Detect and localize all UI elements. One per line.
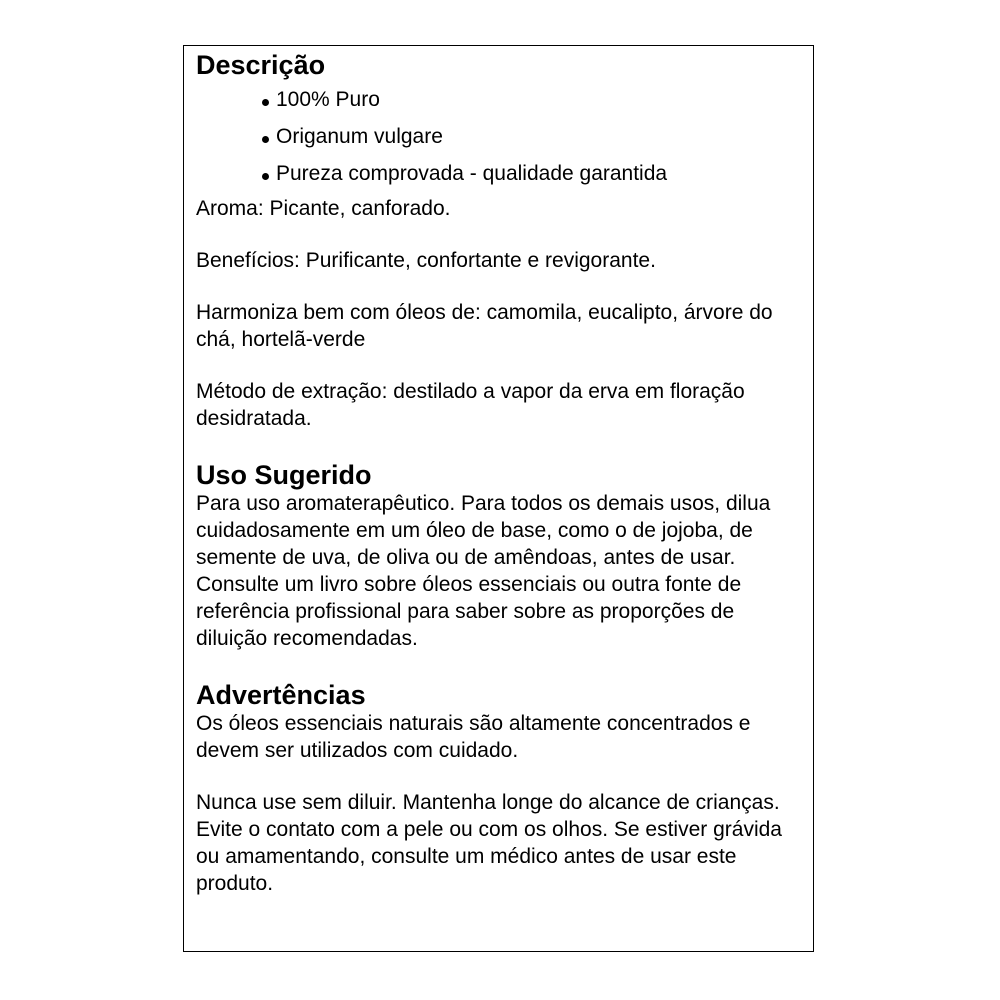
bullet-item: Pureza comprovada - qualidade garantida xyxy=(260,160,803,187)
suggested-use-heading: Uso Sugerido xyxy=(196,460,372,490)
blends-with-text: Harmoniza bem com óleos de: camomila, eucalipto, árvore do chá, hortelã-verde xyxy=(196,301,773,351)
product-info-card xyxy=(183,45,814,952)
warnings-text-2: Nunca use sem diluir. Mantenha longe do alcance de crianças. Evite o contato com a pele ou com os olhos. Se estiver grávida ou amamentando, consulte um médico antes de usar este produto. xyxy=(196,791,782,895)
description-bullet-list xyxy=(196,86,803,187)
warnings-heading: Advertências xyxy=(196,680,366,710)
bullet-item: 100% Puro xyxy=(260,86,803,113)
benefits-text: Benefícios: Purificante, confortante e revigorante. xyxy=(196,249,656,272)
extraction-method-text: Método de extração: destilado a vapor da erva em floração desidratada. xyxy=(196,380,745,430)
description-heading: Descrição xyxy=(196,50,326,80)
aroma-text: Aroma: Picante, canforado. xyxy=(196,197,451,220)
bullet-item: Origanum vulgare xyxy=(260,123,803,150)
suggested-use-text: Para uso aromaterapêutico. Para todos os demais usos, dilua cuidadosamente em um óleo de base, como o de jojoba, de semente de uva, de oliva ou de amêndoas, antes de usar. Consulte um livro sobre óleos essenciais ou outra fonte de referência profissional para saber sobre as proporções de diluição recomendadas. xyxy=(196,492,771,650)
warnings-text-1: Os óleos essenciais naturais são altamente concentrados e devem ser utilizados com cuidado. xyxy=(196,712,751,762)
